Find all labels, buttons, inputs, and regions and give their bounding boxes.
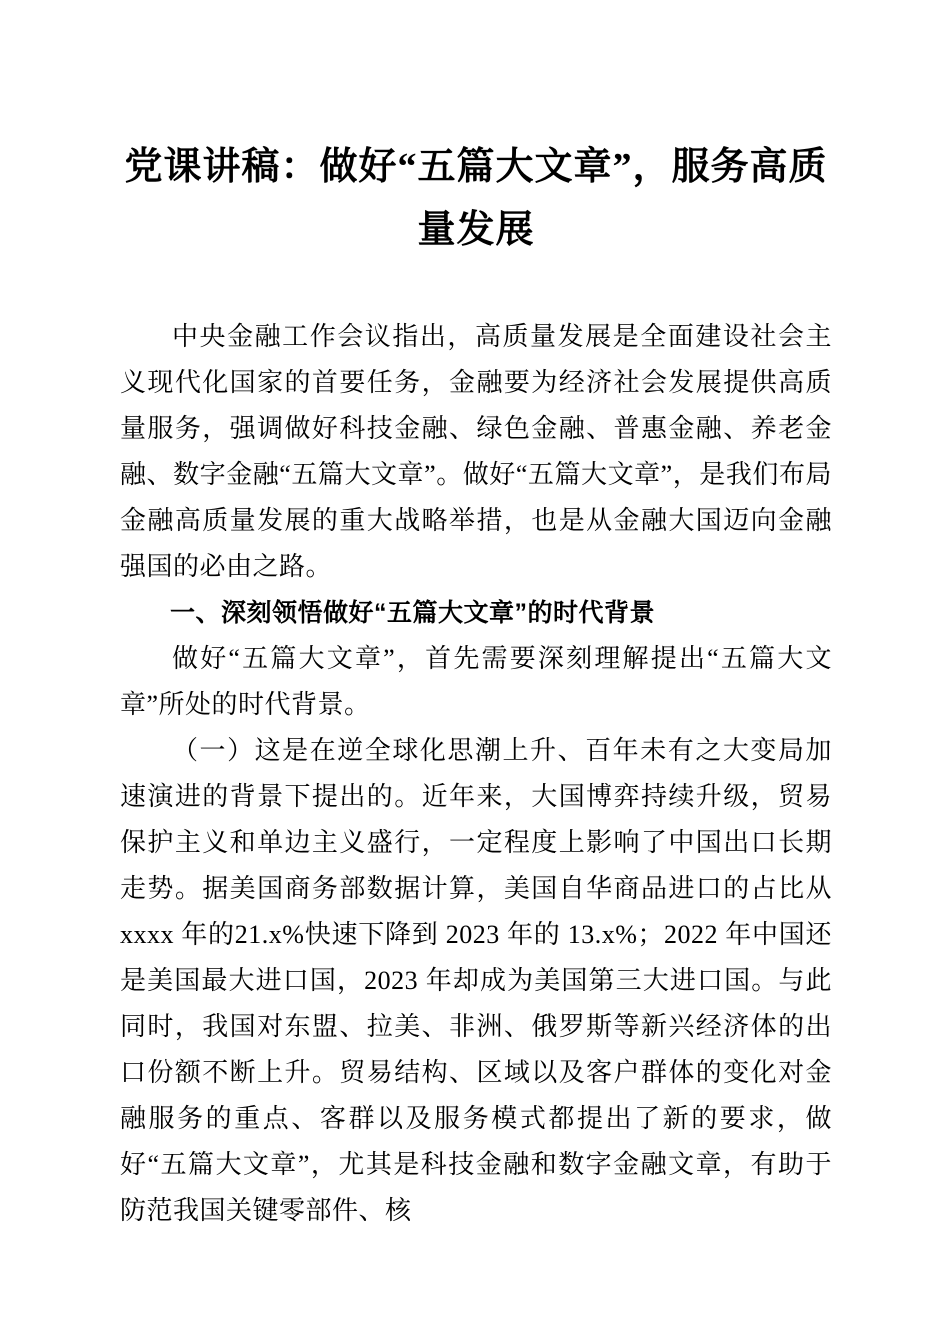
paragraph-lead-in: 做好“五篇大文章”，首先需要深刻理解提出“五篇大文章”所处的时代背景。	[120, 644, 832, 719]
section-heading-one: 一、深刻领悟做好“五篇大文章”的时代背景	[170, 599, 656, 627]
paragraph-point-one: （一）这是在逆全球化思潮上升、百年未有之大变局加速演进的背景下提出的。近年来，大国博弈持续升级，贸易保护主义和单边主义盛行，一定程度上影响了中国出口长期走势。据美国商务部数据计算，美国自华商品进口的占比从 xxxx 年的21.x%快速下降到 2023 年的 13.x%；2022 年中国还是美国最大进口国，2023 年却成为美国第三大进口国。与此同时，我国对东盟、拉美、非洲、俄罗斯等新兴经济体的出口份额不断上升。贸易结构、区域以及客户群体的变化对金融服务的重点、客群以及服务模式都提出了新的要求，做好“五篇大文章”，尤其是科技金融和数字金融文章，有助于防范我国关键零部件、核	[120, 736, 832, 1225]
paragraph-intro: 中央金融工作会议指出，高质量发展是全面建设社会主义现代化国家的首要任务，金融要为经济社会发展提供高质量服务，强调做好科技金融、绿色金融、普惠金融、养老金融、数字金融“五篇大文章”。做好“五篇大文章”，是我们布局金融高质量发展的重大战略举措，也是从金融大国迈向金融强国的必由之路。	[120, 322, 832, 581]
document-title: 党课讲稿：做好“五篇大文章”，服务高质量发展	[124, 146, 828, 251]
